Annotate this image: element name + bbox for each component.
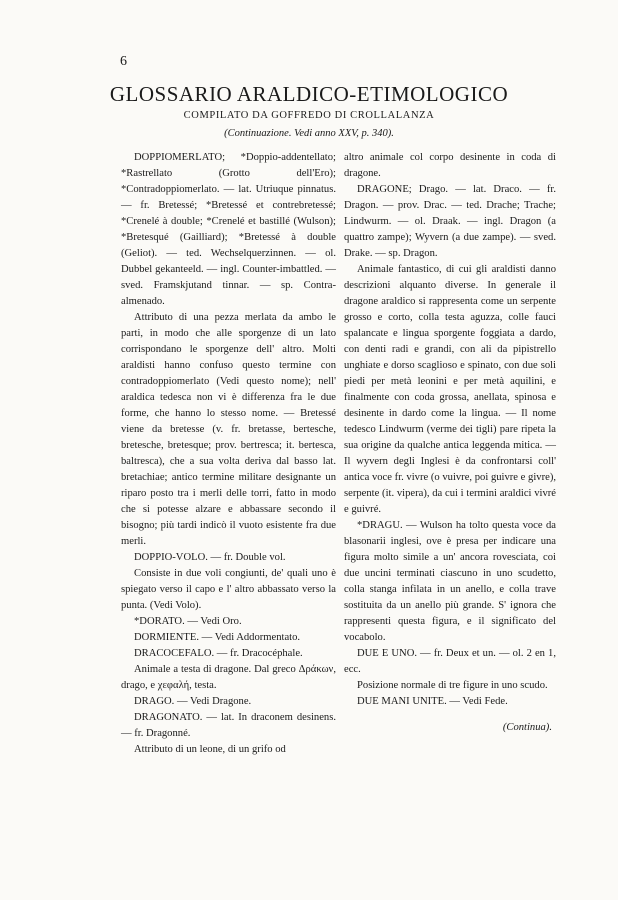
- paragraph-dragone-def: Animale fantastico, di cui gli araldisti danno descrizioni alquanto diverse. In generale il dragone araldico si rappresenta come un serpente grosso e corto, colla testa aguzza, colle fauci spalancate e lingua sporgente foggiata a dardo, con denti radi e grandi, con ali da pipistrello unghiate e dorso scaglioso e spinato, con due soli piedi per metà leonini e per metà aquilini, e finalmente con coda grossa, anellata, spinosa e desinente in dardo come la lingua. — Il nome tedesco Lindwurm (verme dei tigli) pare ripeta la sua origine da qualche antica leggenda mitica. — Il wyvern degli Inglesi è da confrontarsi coll' antica voce fr. vivre (o vuivre, poi guivre e givre), serpente (it. vipera), da cui i termini araldici vivré e guivré.: [344, 264, 556, 515]
- subtitle: COMPILATO DA GOFFREDO DI CROLLALANZA: [183, 110, 435, 121]
- paragraph-dracocefalo-def: Animale a testa di dragone. Dal greco Δράκων, drago, e χεφαλή, testa.: [121, 664, 336, 691]
- closing-continua: (Continua).: [502, 722, 552, 733]
- entry-dormiente: DORMIENTE. — Vedi Addormentato.: [134, 632, 301, 643]
- entry-doppiomerlato: DOPPIOMERLATO; *Doppio-addentellato; *Rastrellato (Grotto dell'Ero); *Contradoppiomerlato. — lat. Utriuque pinnatus. — fr. Bretessé; *Bretessé et contrebretessé; *Crenelé à double; *Crenelé et bastillé (Wulson); *Bretesqué (Gailliard); *Bretessé à double (Geliot). — ted. Wechselquerzinnen. — ol. Dubbel gekanteeld. — ingl. Counter-imbattled. — sved. Framskjutand tinnar. — sp. Contra-almenado.: [121, 152, 336, 307]
- right-column: [344, 150, 556, 747]
- page-number: 6: [120, 54, 127, 69]
- entry-due-mani-unite: DUE MANI UNITE. — Vedi Fede.: [357, 696, 508, 707]
- entry-due-e-uno: DUE E UNO. — fr. Deux et un. — ol. 2 en 1, ecc.: [344, 648, 556, 675]
- page-title: GLOSSARIO ARALDICO-ETIMOLOGICO: [109, 82, 509, 106]
- entry-dragone: DRAGONE; Drago. — lat. Draco. — fr. Dragon. — prov. Drac. — ted. Drache; Trache; Lindwurm. — ol. Draak. — ingl. Dragon (a quattro zampe); Wyvern (a due zampe). — sved. Drake. — sp. Dragon.: [344, 184, 556, 259]
- paragraph-dragonato-cont: altro animale col corpo desinente in coda di dragone.: [344, 152, 556, 179]
- entry-drago: DRAGO. — Vedi Dragone.: [134, 696, 252, 707]
- entry-dorato: *DORATO. — Vedi Oro.: [134, 616, 242, 627]
- entry-dragu: *DRAGU. — Wulson ha tolto questa voce da blasonarii inglesi, ove è presa per indicare una figura molto simile a un' ancora rovesciata, coi due uncini terminati ciascuno in uno scudetto, colla stanga infilata in un anello, e colla trave sostituita da un anello più grande. S' ignora che rappresenti questa figura, e il significato del vocabolo.: [344, 520, 556, 643]
- paragraph-doppio-volo-def: Consiste in due voli congiunti, de' quali uno è spiegato verso il capo e l' altro abbassato verso la punta. (Vedi Volo).: [121, 568, 336, 611]
- left-column: [121, 150, 336, 758]
- paragraph-due-e-uno-def: Posizione normale di tre figure in uno scudo.: [357, 680, 548, 691]
- paragraph-dragonato-def: Attributo di un leone, di un grifo od: [134, 744, 286, 755]
- entry-doppio-volo: DOPPIO-VOLO. — fr. Double vol.: [134, 552, 286, 563]
- paragraph-doppiomerlato-def: Attributo di una pezza merlata da ambo le parti, in modo che alle sporgenze di un lato corrispondano le sporgenze dell' altro. Molti araldisti hanno confuso questo termine con contradoppiomerlato (Vedi questo nome); nell' araldica tedesca non vi è differenza fra le due forme, che hanno lo stesso nome. — Bretessé viene da bretesse (v. fr. bretasse, bertesche, bretesche, bretesque; prov. bertresca; it. bertesca, baltresca), che a sua volta deriva dal basso lat. bretachiae; antico termine militare designante un riparo posto tra i merli delle torri, fatto in modo che si potesse alzare e abbassare secondo il bisogno; più tardi indicò il vuoto esistente fra due merli.: [121, 312, 336, 547]
- continuation-note: (Continuazione. Vedi anno XXV, p. 340).: [224, 128, 394, 139]
- entry-dragonato: DRAGONATO. — lat. In draconem desinens. — fr. Dragonné.: [121, 712, 336, 739]
- entry-dracocefalo: DRACOCEFALO. — fr. Dracocéphale.: [134, 648, 303, 659]
